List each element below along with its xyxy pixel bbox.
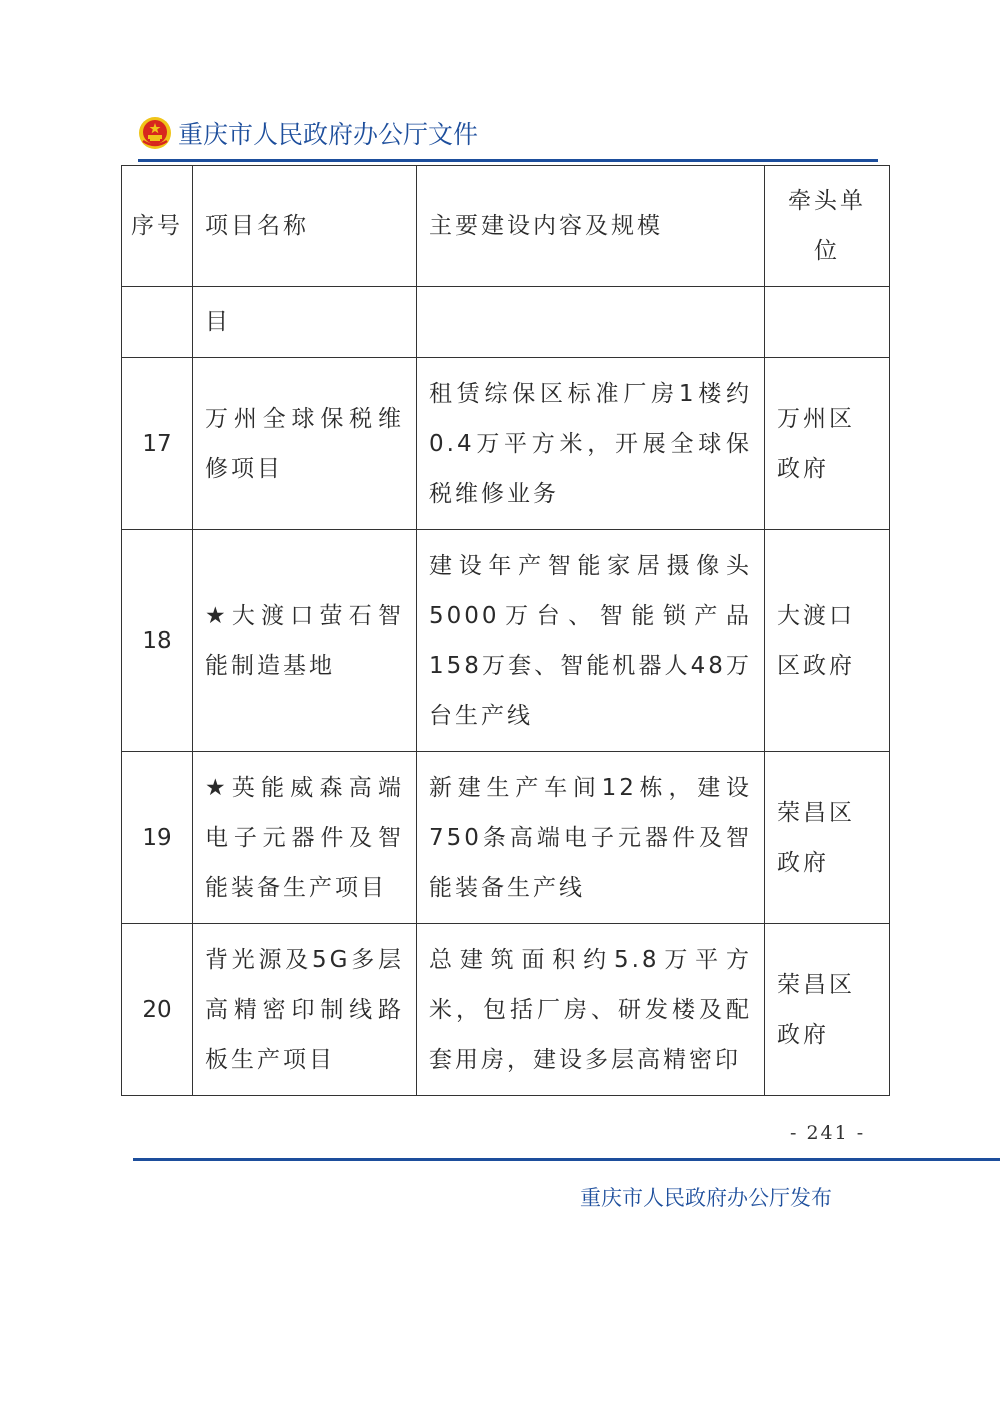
row-lead: 大渡口区政府 [765,530,890,752]
row-lead: 万州区政府 [765,358,890,530]
table-row [122,530,890,752]
header-divider [138,159,878,162]
row-content: 总建筑面积约5.8万平方米，包括厂房、研发楼及配套用房，建设多层高精密印 [417,924,765,1096]
table-header-row [122,166,890,287]
table-row [122,358,890,530]
row-name: ★英能威森高端电子元器件及智能装备生产项目 [193,752,417,924]
row-content: 租赁综保区标准厂房1楼约0.4万平方米，开展全球保税维修业务 [417,358,765,530]
header-lead [765,166,890,287]
row-lead [765,287,890,358]
row-no [122,287,193,358]
header-title: 重庆市人民政府办公厅文件 [178,120,479,149]
row-name: ★大渡口萤石智能制造基地 [193,530,417,752]
row-lead: 荣昌区政府 [765,752,890,924]
header-no: 序号 [122,166,193,287]
row-content [417,287,765,358]
row-no: 17 [122,358,193,530]
national-emblem-icon [138,116,172,150]
row-lead: 荣昌区政府 [765,924,890,1096]
footer-divider [133,1158,1000,1161]
table-row [122,752,890,924]
table-row [122,287,890,358]
header-lead-text: 牵头单位 [788,188,866,264]
header-name: 项目名称 [193,166,417,287]
row-name: 万州全球保税维修项目 [193,358,417,530]
project-table [121,165,890,1096]
row-content: 新建生产车间12栋，建设750条高端电子元器件及智能装备生产线 [417,752,765,924]
row-no: 19 [122,752,193,924]
table-row [122,924,890,1096]
footer-publisher: 重庆市人民政府办公厅发布 [580,1186,832,1210]
header-content: 主要建设内容及规模 [417,166,765,287]
row-no: 18 [122,530,193,752]
document-header [138,113,478,153]
row-name: 目 [193,287,417,358]
row-name: 背光源及5G多层高精密印制线路板生产项目 [193,924,417,1096]
page-number: - 241 - [790,1122,866,1144]
row-no: 20 [122,924,193,1096]
row-content: 建设年产智能家居摄像头5000万台、智能锁产品158万套、智能机器人48万台生产线 [417,530,765,752]
